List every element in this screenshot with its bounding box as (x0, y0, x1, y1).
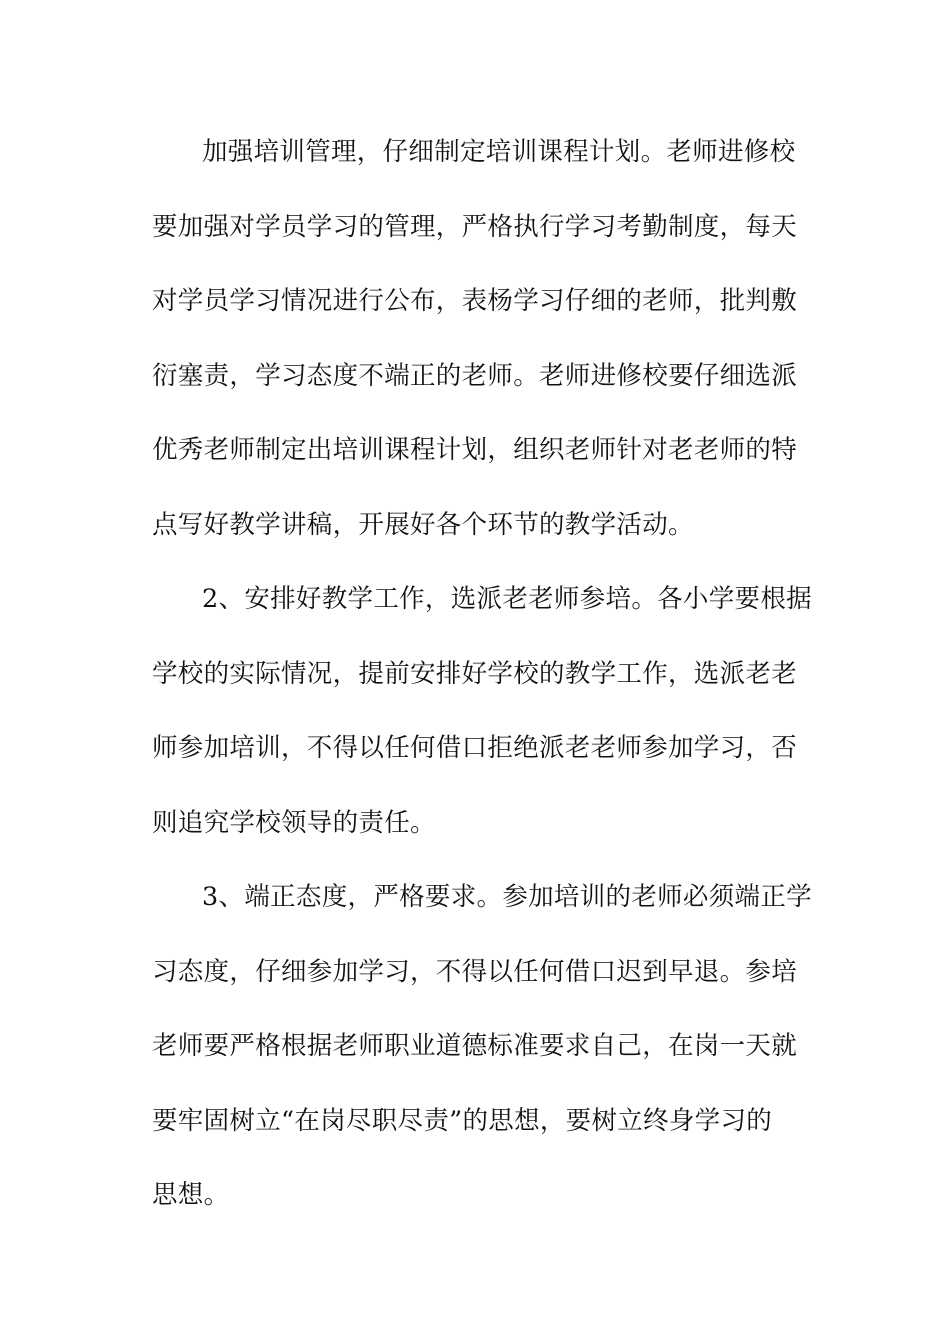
document-body (152, 130, 812, 1248)
text-line: 思想。 (152, 1180, 230, 1210)
text-line: 学校的实际情况，提前安排好学校的教学工作，选派老老 (152, 658, 798, 689)
text-line: 则追究学校领导的责任。 (152, 807, 436, 838)
text-line: 老师要严格根据老师职业道德标准要求自己，在岗一天就 (152, 1031, 798, 1061)
text-line: 师参加培训，不得以任何借口拒绝派老老师参加学习，否 (152, 733, 798, 763)
text-line: 2、安排好教学工作，选派老老师参培。各小学要根据 (202, 584, 812, 614)
text-line: 3、端正态度，严格要求。参加培训的老师必须端正学 (202, 882, 812, 912)
text-line: 优秀老师制定出培训课程计划，组织老师针对老老师的特 (152, 435, 798, 465)
text-line: 点写好教学讲稿，开展好各个环节的教学活动。 (152, 509, 694, 540)
paragraph-training-management (152, 130, 812, 577)
text-line: 要加强对学员学习的管理，严格执行学习考勤制度，每天 (152, 211, 798, 242)
text-line: 对学员学习情况进行公布，表杨学习仔细的老师，批判敷 (152, 286, 798, 316)
text-line: 加强培训管理，仔细制定培训课程计划。老师进修校 (202, 137, 796, 167)
text-line: 要牢固树立“在岗尽职尽责”的思想，要树立终身学习的 (152, 1105, 773, 1136)
text-line: 习态度，仔细参加学习，不得以任何借口迟到早退。参培 (152, 956, 798, 987)
paragraph-teaching-arrangement (152, 577, 812, 875)
text-line: 衍塞责，学习态度不端正的老师。老师进修校要仔细选派 (152, 360, 798, 391)
paragraph-attitude-requirements (152, 875, 812, 1248)
